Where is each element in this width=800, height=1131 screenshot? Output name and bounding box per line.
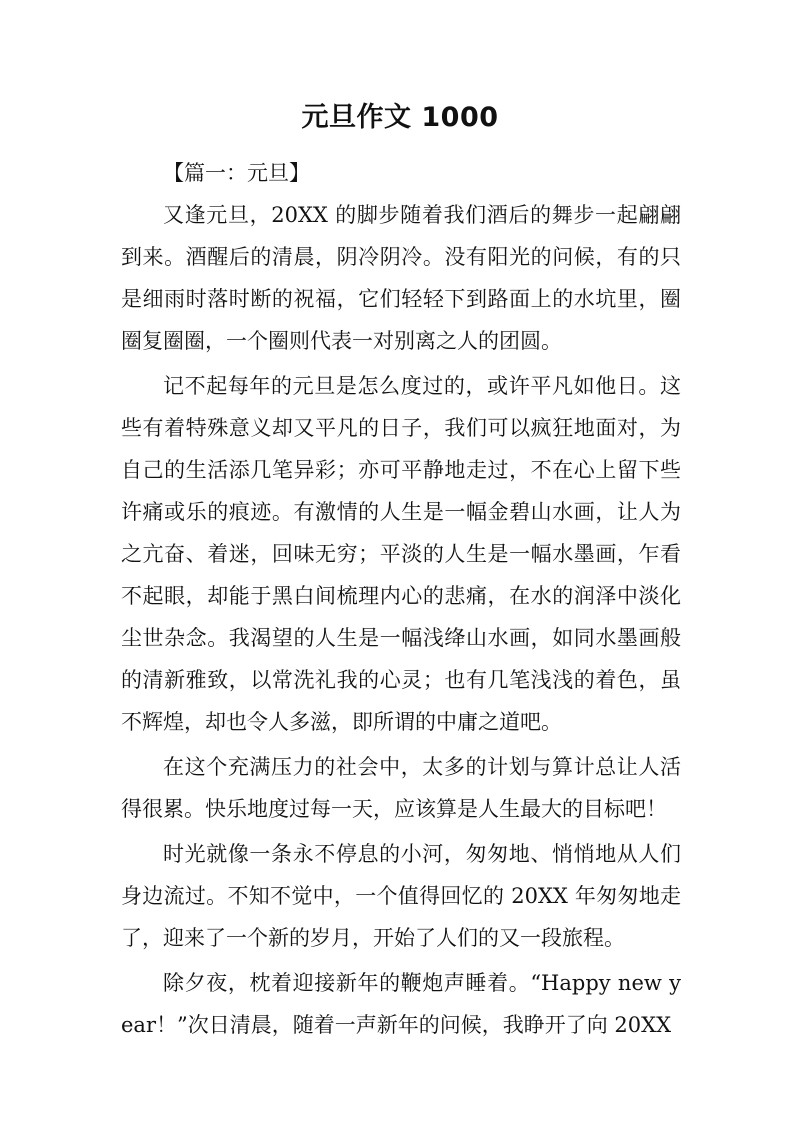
- paragraph-1: 又逢元旦，20XX 的脚步随着我们酒后的舞步一起翩翩到来。酒醒后的清晨，阴冷阴冷。没有阳光的问候，有的只是细雨时落时断的祝福，它们轻轻下到路面上的水坑里，圈圈复圈圈，一个圈则代表一对别离之人的团圆。: [121, 203, 681, 353]
- document-body: [121, 156, 681, 1049]
- paragraph-3: 在这个充满压力的社会中，太多的计划与算计总让人活得很累。快乐地度过每一天，应该算是人生最大的目标吧！: [121, 755, 681, 821]
- paragraph-5: 除夕夜，枕着迎接新年的鞭炮声睡着。“Happy new year！”次日清晨，随着一声新年的问候，我睁开了向 20XX: [121, 971, 681, 1037]
- paragraph-4: 时光就像一条永不停息的小河，匆匆地、悄悄地从人们身边流过。不知不觉中，一个值得回忆的 20XX 年匆匆地走了，迎来了一个新的岁月，开始了人们的又一段旅程。: [121, 842, 681, 950]
- section-heading: 【篇一：元旦】: [163, 161, 310, 185]
- document-title: 元旦作文 1000: [301, 102, 499, 133]
- paragraph-2: 记不起每年的元旦是怎么度过的，或许平凡如他日。这些有着特殊意义却又平凡的日子，我们可以疯狂地面对，为自己的生活添几笔异彩；亦可平静地走过，不在心上留下些许痛或乐的痕迹。有激情的人生是一幅金碧山水画，让人为之亢奋、着迷，回味无穷；平淡的人生是一幅水墨画，乍看不起眼，却能于黑白间梳理内心的悲痛，在水的润泽中淡化尘世杂念。我渴望的人生是一幅浅绛山水画，如同水墨画般的清新雅致，以常洗礼我的心灵；也有几笔浅浅的着色，虽不辉煌，却也令人多滋，即所谓的中庸之道吧。: [121, 374, 681, 734]
